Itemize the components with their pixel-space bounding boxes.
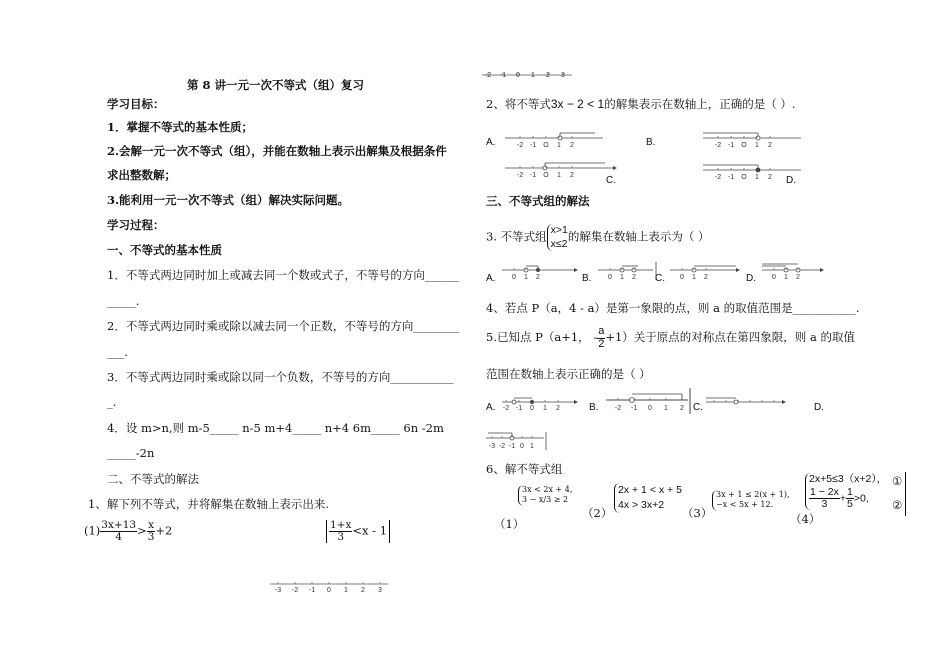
q5a-axis-tick-label: 2 [556, 405, 560, 412]
objective-2-cont: 求出整数解； [107, 168, 176, 182]
q2-option-c-number-line [505, 158, 617, 180]
q5a-axis-tick-label: 1 [543, 405, 547, 412]
q5b-axis-tick-label: -1 [630, 405, 638, 412]
page-title: 第 8 讲一元一次不等式（组）复习 [187, 78, 365, 92]
q3-axis-tick-label: 0 [608, 274, 612, 281]
q3-axis-tick-label: 2 [536, 274, 540, 281]
q2-axis-tick-label: O [543, 172, 549, 179]
q2-axis-tick-label: 1 [755, 142, 759, 149]
q5a-axis-tick-label: -1 [515, 405, 523, 412]
q2-axis-tick-label: 1 [557, 172, 561, 179]
q5-option-a-number-line [502, 392, 578, 414]
question-5-line2: 范围在数轴上表示正确的是（ ） [486, 367, 651, 381]
q2-option-a-number-line [505, 128, 605, 150]
q2-axis-tick-label: -1 [727, 142, 735, 149]
inequality-2-fraction: $\frac{1+x}{3}$ [330, 519, 352, 544]
q3-axis-tick-label: 2 [796, 274, 800, 281]
q3-axis-tick-label: 0 [680, 274, 684, 281]
property-question-2: 2．不等式两边同时乘或除以减去同一个正数，不等号的方向________ [107, 319, 460, 333]
q2-axis-tick-label: -2 [714, 142, 722, 149]
q3-axis-tick-label: 2 [632, 274, 636, 281]
q5-option-b[interactable]: B. [589, 402, 599, 413]
q2-axis-tick-label: -2 [516, 142, 524, 149]
number-line-bottom [270, 580, 390, 594]
inequality-1: (1) $\frac{3x+13}{4}$ > $\frac{x}{3}$ +2 [84, 519, 173, 544]
q6-4-right-bar [905, 472, 906, 516]
inequality-1-label: (1) [84, 523, 101, 538]
top-axis-tick-label: 0 [516, 72, 520, 79]
q6-3-system: 3x + 1 ≤ 2(x + 1), −x < 5x + 12. [712, 490, 790, 511]
q5-option-b-number-line [606, 388, 692, 416]
section2-heading: 二、不等式的解法 [107, 472, 199, 486]
inequality-2: $\frac{1+x}{3}$ <x - 1 [326, 520, 390, 543]
q2-axis-tick-label: 2 [570, 142, 574, 149]
q5d-axis-tick-label: 1 [530, 443, 534, 450]
q3-axis-tick-label: 1 [524, 274, 528, 281]
q3-axis-tick-label: 2 [704, 274, 708, 281]
property-question-2-blank: ___. [107, 345, 128, 359]
q2-option-b[interactable]: B. [646, 137, 656, 148]
q2-axis-tick-label: 2 [768, 142, 772, 149]
q2-axis-tick-label: O [741, 174, 747, 181]
q6-1-label: （1） [494, 517, 525, 531]
top-axis-tick-label: -2 [484, 72, 492, 79]
q2-axis-tick-label: O [543, 142, 549, 149]
q5d-axis-tick-label: -3 [488, 443, 496, 450]
bottom-axis-tick-label: -3 [274, 587, 282, 594]
top-axis-tick-label: 2 [546, 72, 550, 79]
bottom-axis-tick-label: 0 [327, 587, 331, 594]
q3-option-c[interactable]: C. [655, 273, 665, 284]
property-question-1-blank: _____. [107, 294, 140, 308]
objectives-heading: 学习目标： [107, 97, 165, 111]
question-3-system: x>1 x≤2 [547, 224, 568, 251]
question-2-expression: 3x − 2 < 1 [550, 97, 605, 111]
solve-instruction: 1、解下列不等式，并将解集在数轴上表示出来. [88, 497, 329, 511]
question-6: 6、解不等式组 [486, 462, 563, 476]
q6-1-system: 3x < 2x + 4, 3 − x/3 ≥ 2 [518, 485, 572, 506]
q5d-axis-tick-label: -1 [508, 443, 516, 450]
objective-2: 2.会解一元一次不等式（组），并能在数轴上表示出解集及根据条件 [107, 144, 447, 158]
q6-2-system: 2x + 1 < x + 5 4x > 3x+2 [614, 483, 682, 513]
q5b-axis-tick-label: 0 [648, 405, 652, 412]
property-question-1: 1．不等式两边同时加上或减去同一个数或式子，不等号的方向______ [107, 268, 460, 282]
q3-option-c-number-line [670, 262, 740, 284]
property-question-4: 4．设 m>n,则 m-5_____ n-5 m+4_____ n+4 6m_____ 6n -2m [107, 421, 444, 435]
q2-option-d[interactable]: D. [786, 175, 796, 186]
q5d-axis-tick-label: -2 [498, 443, 506, 450]
property-question-3-blank: _. [107, 395, 117, 409]
q6-3-label: （3） [682, 506, 713, 520]
q6-4-system: 2x+5≤3（x+2）， $\frac{1 - 2x}{3}$ + $\frac{1}{5}$ >0, [805, 473, 887, 510]
process-heading: 学习过程： [107, 218, 165, 232]
q5d-axis-tick-label: 0 [520, 443, 524, 450]
q6-4-label: （4） [790, 512, 821, 526]
q5b-axis-tick-label: 1 [664, 405, 668, 412]
q2-axis-tick-label: -1 [529, 142, 537, 149]
q2-axis-tick-label: O [741, 142, 747, 149]
bottom-axis-tick-label: -2 [291, 587, 299, 594]
q2-axis-tick-label: 1 [557, 142, 561, 149]
q5a-axis-tick-label: -2 [502, 405, 510, 412]
q2-axis-tick-label: -1 [529, 172, 537, 179]
bottom-axis-tick-label: 3 [378, 587, 382, 594]
top-axis-tick-label: -1 [499, 72, 507, 79]
q3-axis-tick-label: 0 [512, 274, 516, 281]
q3-axis-tick-label: 1 [620, 274, 624, 281]
bottom-axis-tick-label: 1 [344, 587, 348, 594]
objective-3: 3.能利用一元一次不等式（组）解决实际问题。 [107, 193, 350, 207]
property-question-4-cont: _____-2n [107, 446, 155, 460]
question-5-fraction: $\frac{a}{2}$ [598, 325, 605, 350]
inequality-1-fraction-left: $\frac{3x+13}{4}$ [101, 519, 137, 544]
q2-axis-tick-label: 1 [755, 174, 759, 181]
q2-axis-tick-label: 2 [570, 172, 574, 179]
q3-axis-tick-label: 0 [772, 274, 776, 281]
q3-option-d[interactable]: D. [746, 273, 756, 284]
q6-2-label: （2） [582, 506, 613, 520]
q3-option-d-number-line [762, 262, 824, 284]
property-question-3: 3．不等式两边同时乘或除以同一个负数，不等号的方向___________ [107, 370, 454, 384]
objective-1: 1．掌握不等式的基本性质； [107, 120, 254, 134]
q5a-axis-tick-label: 0 [530, 405, 534, 412]
q2-axis-tick-label: -2 [714, 174, 722, 181]
q2-option-a[interactable]: A. [486, 137, 496, 148]
q5-option-d[interactable]: D. [814, 402, 824, 413]
q2-option-b-number-line [703, 128, 803, 150]
q2-option-c[interactable]: C. [606, 175, 616, 186]
question-3: 3. 不等式组 x>1 x≤2的解集在数轴上表示为（ ） [486, 224, 710, 250]
q5-option-d-number-line [486, 428, 550, 452]
q5b-axis-tick-label: -2 [614, 405, 622, 412]
q3-axis-tick-label: 1 [784, 274, 788, 281]
q2-axis-tick-label: -2 [516, 172, 524, 179]
q3-option-b[interactable]: B. [582, 273, 592, 284]
top-axis-tick-label: 3 [561, 72, 565, 79]
q3-option-a[interactable]: A. [486, 273, 496, 284]
q5-option-c[interactable]: C. [693, 402, 703, 413]
top-axis-tick-label: 1 [531, 72, 535, 79]
bottom-axis-tick-label: -1 [308, 587, 316, 594]
q6-4-marker-1: ① [892, 474, 903, 488]
number-line-top [482, 72, 574, 80]
section3-heading: 三、不等式组的解法 [486, 194, 590, 208]
question-5: 5.已知点 P（a+1， - $\frac{a}{2}$ +1）关于原点的对称点在第四象限，则 a 的取值 [486, 325, 855, 350]
inequality-1-fraction-right: $\frac{x}{3}$ [147, 519, 155, 544]
q3-option-b-number-line [598, 262, 660, 284]
q5-option-a[interactable]: A. [486, 402, 496, 413]
q2-axis-tick-label: -1 [727, 174, 735, 181]
q6-4-marker-2: ② [892, 498, 903, 512]
q5b-axis-tick-label: 2 [680, 405, 684, 412]
q2-axis-tick-label: 2 [768, 174, 772, 181]
q3-axis-tick-label: 1 [692, 274, 696, 281]
q5-option-c-number-line [706, 392, 786, 414]
bottom-axis-tick-label: 2 [361, 587, 365, 594]
question-4: 4、若点 P（a，4 - a）是第一象限的点，则 a 的取值范围是___________. [486, 301, 860, 315]
section1-heading: 一、不等式的基本性质 [107, 243, 222, 257]
question-2: 2、将不等式3x − 2 < 1的解集表示在数轴上，正确的是（ ）. [486, 97, 796, 111]
q3-option-a-number-line [502, 262, 578, 284]
